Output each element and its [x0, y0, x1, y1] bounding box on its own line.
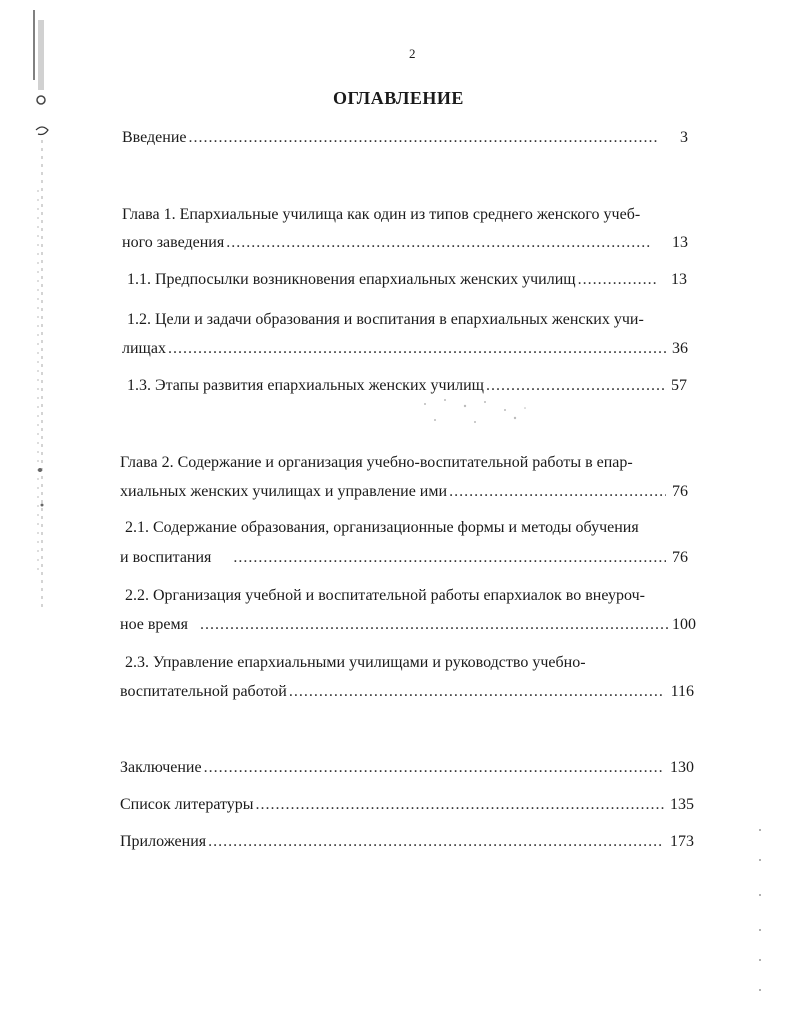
toc-section-2-2	[120, 615, 696, 635]
toc-entry-label: и воспитания	[120, 549, 212, 566]
leader-dots	[226, 233, 652, 253]
toc-chapter-2	[120, 482, 688, 502]
leader-dots	[486, 376, 665, 396]
leader-dots	[233, 548, 666, 568]
toc-entry-label: воспитательной работой	[120, 683, 287, 700]
toc-entry-page: 76	[672, 549, 688, 566]
toc-section-1-2-line1: 1.2. Цели и задачи образования и воспитания в епархиальных женских учи-	[127, 311, 644, 328]
leader-dots	[289, 682, 665, 702]
toc-entry-label: Введение	[122, 129, 187, 146]
toc-section-2-1	[120, 548, 688, 568]
leader-dots	[208, 832, 664, 852]
toc-entry-page: 76	[672, 483, 688, 500]
toc-entry-page: 135	[670, 796, 694, 813]
leader-dots	[200, 615, 670, 635]
toc-entry-label: ное время	[120, 616, 188, 633]
toc-chapter-2-line1: Глава 2. Содержание и организация учебно-воспитательной работы в епар-	[120, 454, 633, 471]
toc-entry-page: 100	[672, 616, 696, 633]
toc-entry-page: 57	[671, 377, 687, 394]
toc-section-2-3	[120, 682, 694, 702]
page-title: ОГЛАВЛЕНИЕ	[333, 88, 464, 108]
scan-smudge	[405, 392, 545, 432]
toc-section-1-2	[122, 339, 688, 359]
toc-chapter-1-line1: Глава 1. Епархиальные училища как один из типов среднего женского учеб-	[122, 206, 641, 223]
leader-dots	[449, 482, 666, 502]
toc-entry-appendix	[120, 832, 694, 852]
toc-entry-page: 13	[672, 234, 688, 251]
toc-entry-conclusion	[120, 758, 694, 778]
toc-section-2-2-line1: 2.2. Организация учебной и воспитательной работы епархиалок во внеуроч-	[125, 587, 645, 604]
toc-entry-intro	[122, 128, 688, 148]
toc-section-2-1-line1: 2.1. Содержание образования, организационные формы и методы обучения	[125, 519, 639, 536]
leader-dots	[204, 758, 664, 778]
toc-entry-label: ного заведения	[122, 234, 225, 251]
toc-entry-page: 116	[670, 683, 694, 700]
toc-entry-label: Заключение	[120, 759, 202, 776]
leader-dots	[256, 795, 664, 815]
leader-dots	[578, 270, 657, 290]
scan-edge-dots	[755, 820, 765, 1000]
toc-section-2-3-line1: 2.3. Управление епархиальными училищами и руководство учебно-	[125, 654, 586, 671]
toc-entry-label: 1.3. Этапы развития епархиальных женских училищ	[127, 377, 484, 394]
toc-entry-label: лищах	[122, 340, 166, 357]
toc-entry-label: Приложения	[120, 833, 207, 850]
toc-entry-label: хиальных женских училищах и управление ими	[120, 483, 448, 500]
toc-entry-page: 13	[671, 271, 687, 288]
leader-dots	[168, 339, 666, 359]
toc-entry-page: 36	[672, 340, 688, 357]
leader-dots	[189, 128, 659, 148]
toc-entry-label: 1.1. Предпосылки возникновения епархиальных женских училищ	[127, 271, 576, 288]
toc-entry-page: 173	[670, 833, 694, 850]
toc-entry-bibliography	[120, 795, 694, 815]
toc-entry-label: Список литературы	[120, 796, 254, 813]
toc-section-1-1	[127, 270, 687, 290]
toc-chapter-1	[122, 233, 688, 253]
toc-section-1-3	[127, 376, 687, 396]
toc-entry-page: 3	[680, 129, 688, 146]
toc-entry-page: 130	[670, 759, 694, 776]
page-number: 2	[409, 46, 416, 61]
